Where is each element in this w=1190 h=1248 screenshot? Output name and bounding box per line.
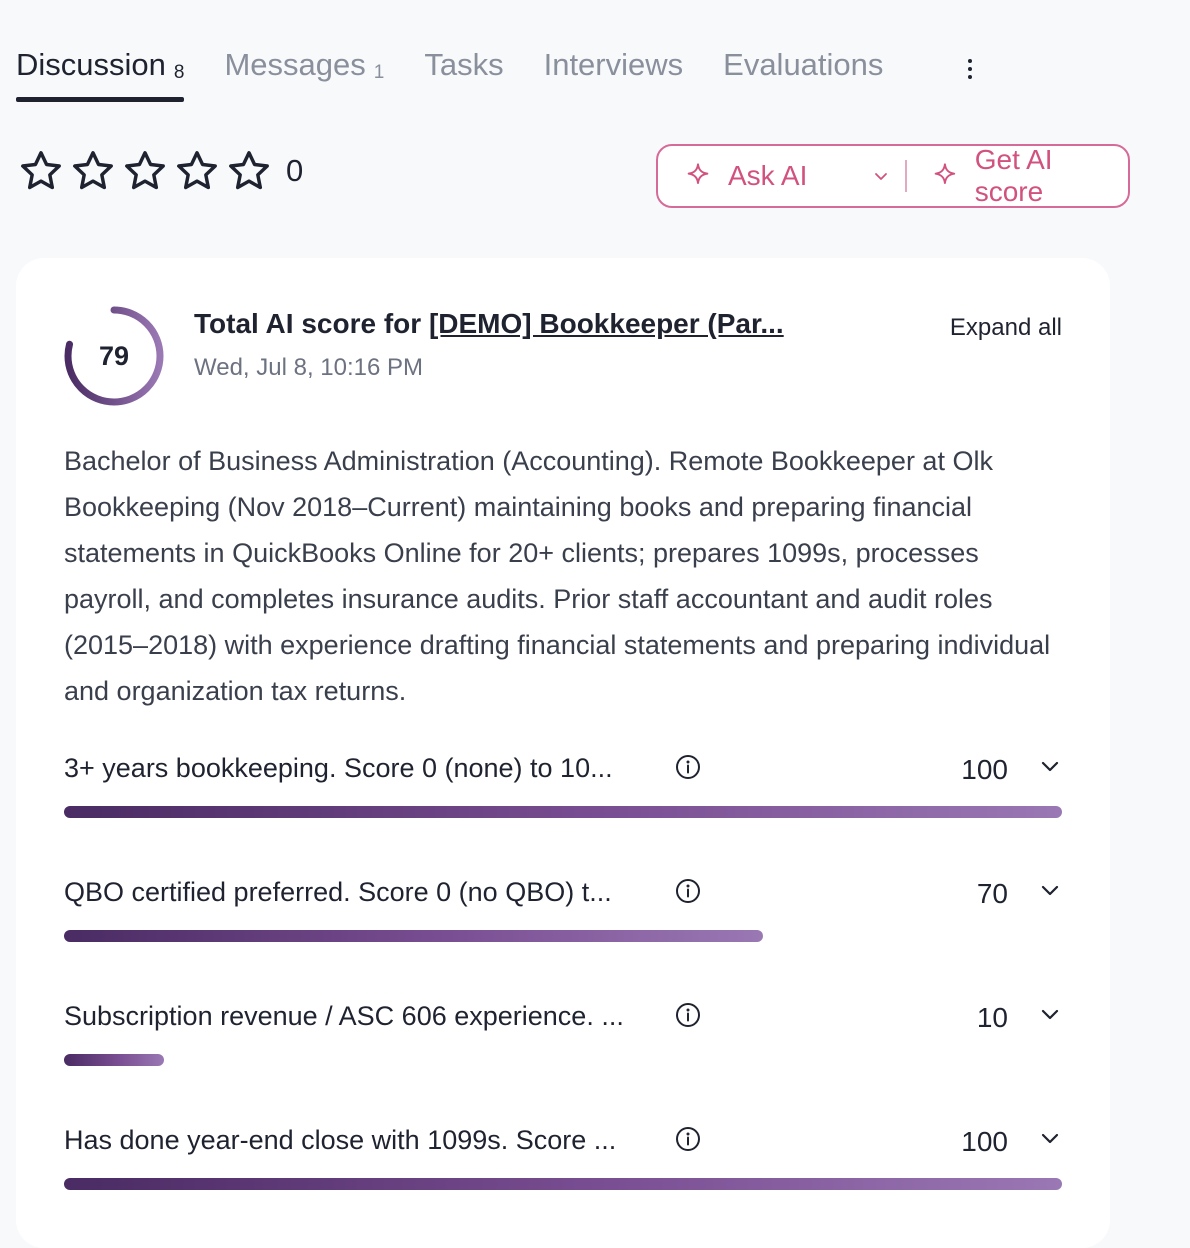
score-bar [64,1178,1062,1190]
score-bar-fill [64,1054,164,1066]
tab-messages[interactable] [224,36,384,102]
sparkle-icon [931,162,959,190]
criterion-score: 70 [976,878,1008,909]
card-title-prefix: Total AI score for [194,308,429,339]
chevron-down-icon[interactable] [1036,880,1064,900]
get-ai-score-button[interactable] [907,146,1128,206]
criterion-score: 100 [961,1126,1008,1157]
criterion-text: QBO certified preferred. Score 0 (no QBO) t... [64,877,612,907]
chevron-down-icon [874,171,888,181]
tab-count: 8 [173,62,185,83]
tab-label: Evaluations [723,47,884,82]
ai-button-group [656,144,1130,208]
more-options-icon[interactable] [958,52,982,86]
criterion-row [64,750,1064,850]
tab-label: Tasks [424,47,504,82]
star-rating [18,148,303,194]
criterion-row [64,874,1064,974]
score-bar [64,930,1062,942]
criterion-text: Has done year-end close with 1099s. Score ... [64,1125,617,1155]
ask-ai-dropdown-button[interactable] [863,146,899,206]
score-bar [64,806,1062,818]
score-bar [64,1054,1062,1066]
score-bar-fill [64,806,1062,818]
tab-interviews[interactable] [544,36,684,102]
star-icon[interactable] [122,148,168,194]
tab-tasks[interactable] [424,36,503,102]
chevron-down-icon[interactable] [1036,1004,1064,1024]
info-icon[interactable] [675,878,701,904]
ai-score-card [16,258,1110,1248]
score-ring [62,304,166,408]
score-bar-fill [64,930,763,942]
criterion-row [64,1122,1064,1222]
tab-bar [16,36,923,104]
info-icon[interactable] [675,1002,701,1028]
score-bar-fill [64,1178,1062,1190]
star-icon[interactable] [174,148,220,194]
criterion-text: 3+ years bookkeeping. Score 0 (none) to 10... [64,753,613,783]
criterion-score: 10 [976,1002,1008,1033]
criterion-score: 100 [961,754,1008,785]
star-icon[interactable] [70,148,116,194]
tab-evaluations[interactable] [723,36,883,102]
ai-summary: Bachelor of Business Administration (Accounting). Remote Bookkeeper at Olk Bookkeeping (Nov 2018–Current) maintaining books and preparing financial statements in QuickBooks Online for 20+ clients; prepares 1099s, processes payroll, and completes insurance audits. Prior staff accountant and audit roles (2015–2018) with experience drafting financial statements and preparing individual and organization tax returns. [64,446,1051,706]
star-icon[interactable] [18,148,64,194]
get-ai-score-label: Get AI score [974,144,1053,207]
card-title [194,308,784,340]
total-score: 79 [98,340,130,371]
rating-count: 0 [286,153,304,188]
tab-label: Interviews [543,47,684,82]
criterion-row [64,998,1064,1098]
tab-label: Messages [224,47,366,82]
chevron-down-icon[interactable] [1036,1128,1064,1148]
ask-ai-button[interactable] [658,146,863,206]
star-icon[interactable] [226,148,272,194]
sparkle-icon [684,162,712,190]
criterion-text: Subscription revenue / ASC 606 experience. ... [64,1001,624,1031]
job-link[interactable]: [DEMO] Bookkeeper (Par... [428,308,784,339]
ask-ai-label: Ask AI [728,160,808,191]
info-icon[interactable] [675,1126,701,1152]
expand-all-button[interactable]: Expand all [949,314,1062,341]
card-date: Wed, Jul 8, 10:16 PM [194,354,424,381]
chevron-down-icon[interactable] [1036,756,1064,776]
tab-discussion[interactable] [16,36,184,102]
tab-label: Discussion [16,47,166,82]
tab-count: 1 [373,62,385,83]
info-icon[interactable] [675,754,701,780]
